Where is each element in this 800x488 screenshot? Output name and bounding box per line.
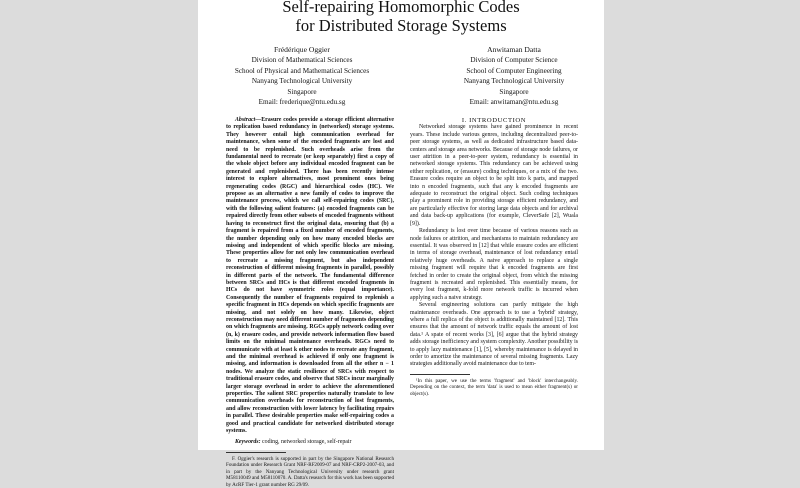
paper-page [198,0,604,488]
paper-title [198,0,604,35]
author-email: Email: frederique@ntu.edu.sg [258,98,346,107]
author-city: Singapore [499,87,529,96]
author-school: School of Computer Engineering [466,66,562,75]
author-university: Nanyang Technological University [251,77,353,86]
author-block-2 [434,45,594,107]
title-line-2: for Distributed Storage Systems [295,16,507,35]
terminology-footnote: ¹In this paper, we use the terms 'fragment' and 'block' interchangeably. Depending on the context, the term 'data' is used to mean either fragment(s) or object(s). [410,377,578,397]
right-column [410,117,578,397]
abstract [226,117,394,435]
author-name: Frédérique Oggier [274,45,330,54]
funding-footnote: F. Oggier's research is supported in part by the Singapore National Research Foundation under Research Grant NRF-RF2009-07 and NRF-CRP2-2007-03, and in part by the Nanyang Technological University under research grant M58110049 and M58110070. A. Datta's research for this work has been supported by AcRF Tier-1 grant number RG 29/09. [226,455,394,488]
footnote-divider [226,452,286,453]
keywords-text: coding, networked storage, self-repair [260,439,352,446]
intro-paragraph: Redundancy is lost over time because of various reasons such as node failures or attrition, and mechanisms to maintain redundancy are essential. It was observed in [12] that while erasure codes are efficient in terms of storage overhead, maintenance of lost redundancy entail relatively huge overheads. A naive approach to replace a single missing fragment will require that k encoded fragments are first fetched in order to create the original object, from which the missing fragment is recreated and replenished. This essentially means, for every lost fragment, k-fold more network traffic is incurred when applying such a naive strategy. [410,228,578,301]
footnote-divider [410,374,470,375]
left-column [226,117,394,488]
title-line-1: Self-repairing Homomorphic Codes [282,0,520,16]
author-block-1 [222,45,382,107]
intro-paragraph: Several engineering solutions can partly mitigate the high maintenance overheads. One approach is to use a 'hybrid' strategy, where a full replica of the object is additionally maintained [12]. This ensures that the amount of network traffic equals the amount of lost data.¹ A spate of recent works [3], [6] argue that the hybrid strategy adds storage inefficiency and system complexity. Another possibility is to apply lazy maintenance [1], [5], whereby maintenance is delayed in order to amortize the maintenance of several missing fragments. Lazy strategies additionally avoid maintenance due to tem- [410,302,578,368]
section-heading: I. INTRODUCTION [461,117,527,124]
author-name: Anwitaman Datta [487,45,541,54]
author-city: Singapore [287,87,317,96]
author-division: Division of Computer Science [470,56,558,65]
abstract-text: —Erasure codes provide a storage efficient alternative to replication based redundancy in (networked) storage systems. They however entail high communication overhead for maintenance, when some of the encoded fragments are lost and need to be replenished. Such overheads arise from the fundamental need to recreate (or keep separately) first a copy of the whole object before any individual encoded fragment can be generated and replenished. There has been recently intense interest to explore alternatives, most prominent ones being regenerating codes (RGC) and hierarchical codes (HC). We propose as an alternative a new family of codes to improve the maintenance process, which we call self-repairing codes (SRC), with the following salient features: (a) encoded fragments can be repaired directly from other subsets of encoded fragments without having to reconstruct first the original data, ensuring that (b) a fragment is repaired from a fixed number of encoded fragments, the number depending only on how many encoded blocks are missing and independent of which specific blocks are missing. These properties allow for not only low communication overhead to recreate a missing fragment, but also independent reconstruction of different missing fragments in parallel, possibly in different parts of the network. The fundamental difference between SRCs and HCs is that different encoded fragments in HCs do not have symmetric roles (equal importance). Consequently the number of fragments required to replenish a specific fragment in HCs depends on which specific fragments are missing, and not solely on how many. Likewise, object reconstruction may need different number of fragments depending on which fragments are missing. RGCs apply network coding over (n, k) erasure codes, and provide network information flow based limits on the minimal maintenance overheads. RGCs need to communicate with at least k other nodes to recreate any fragment, and the minimal overhead is achieved if only one fragment is missing, and information is downloaded from all the other n − 1 nodes. We analyze the static resilience of SRCs with respect to traditional erasure codes, and observe that SRCs incur marginally larger storage overhead in order to achieve the aforementioned properties. The salient SRC properties naturally translate to low communication overheads for reconstruction of lost fragments, and allow reconstruction with lower latency by facilitating repairs in parallel. These desirable properties make self-repairing codes a good and practical candidate for networked distributed storage systems. [226,117,394,435]
abstract-label: Abstract [235,117,256,123]
keywords-label: Keywords: [235,439,261,446]
author-email: Email: anwitaman@ntu.edu.sg [469,98,559,107]
intro-paragraph: Networked storage systems have gained prominence in recent years. These include various genres, including decentralized peer-to-peer storage systems, as well as dedicated infrastructure based data-centers and storage area networks. Because of storage node failures, or user attrition in a peer-to-peer system, redundancy is essential in networked storage systems. This redundancy can be achieved using either replication, or (erasure) coding techniques, or a mix of the two. Erasure codes require an object to be split into k parts, and mapped into n encoded fragments, such that any k encoded fragments are adequate to reconstruct the original object. Such coding techniques play a prominent role in providing storage efficient redundancy, and are particularly effective for storing large data objects and for archival and data back-up applications (for example, CleverSafe [2], Wuala [9]). [410,124,578,227]
author-university: Nanyang Technological University [463,77,565,86]
author-school: School of Physical and Mathematical Sciences [234,66,370,75]
keywords [226,439,394,446]
author-division: Division of Mathematical Sciences [251,56,353,65]
